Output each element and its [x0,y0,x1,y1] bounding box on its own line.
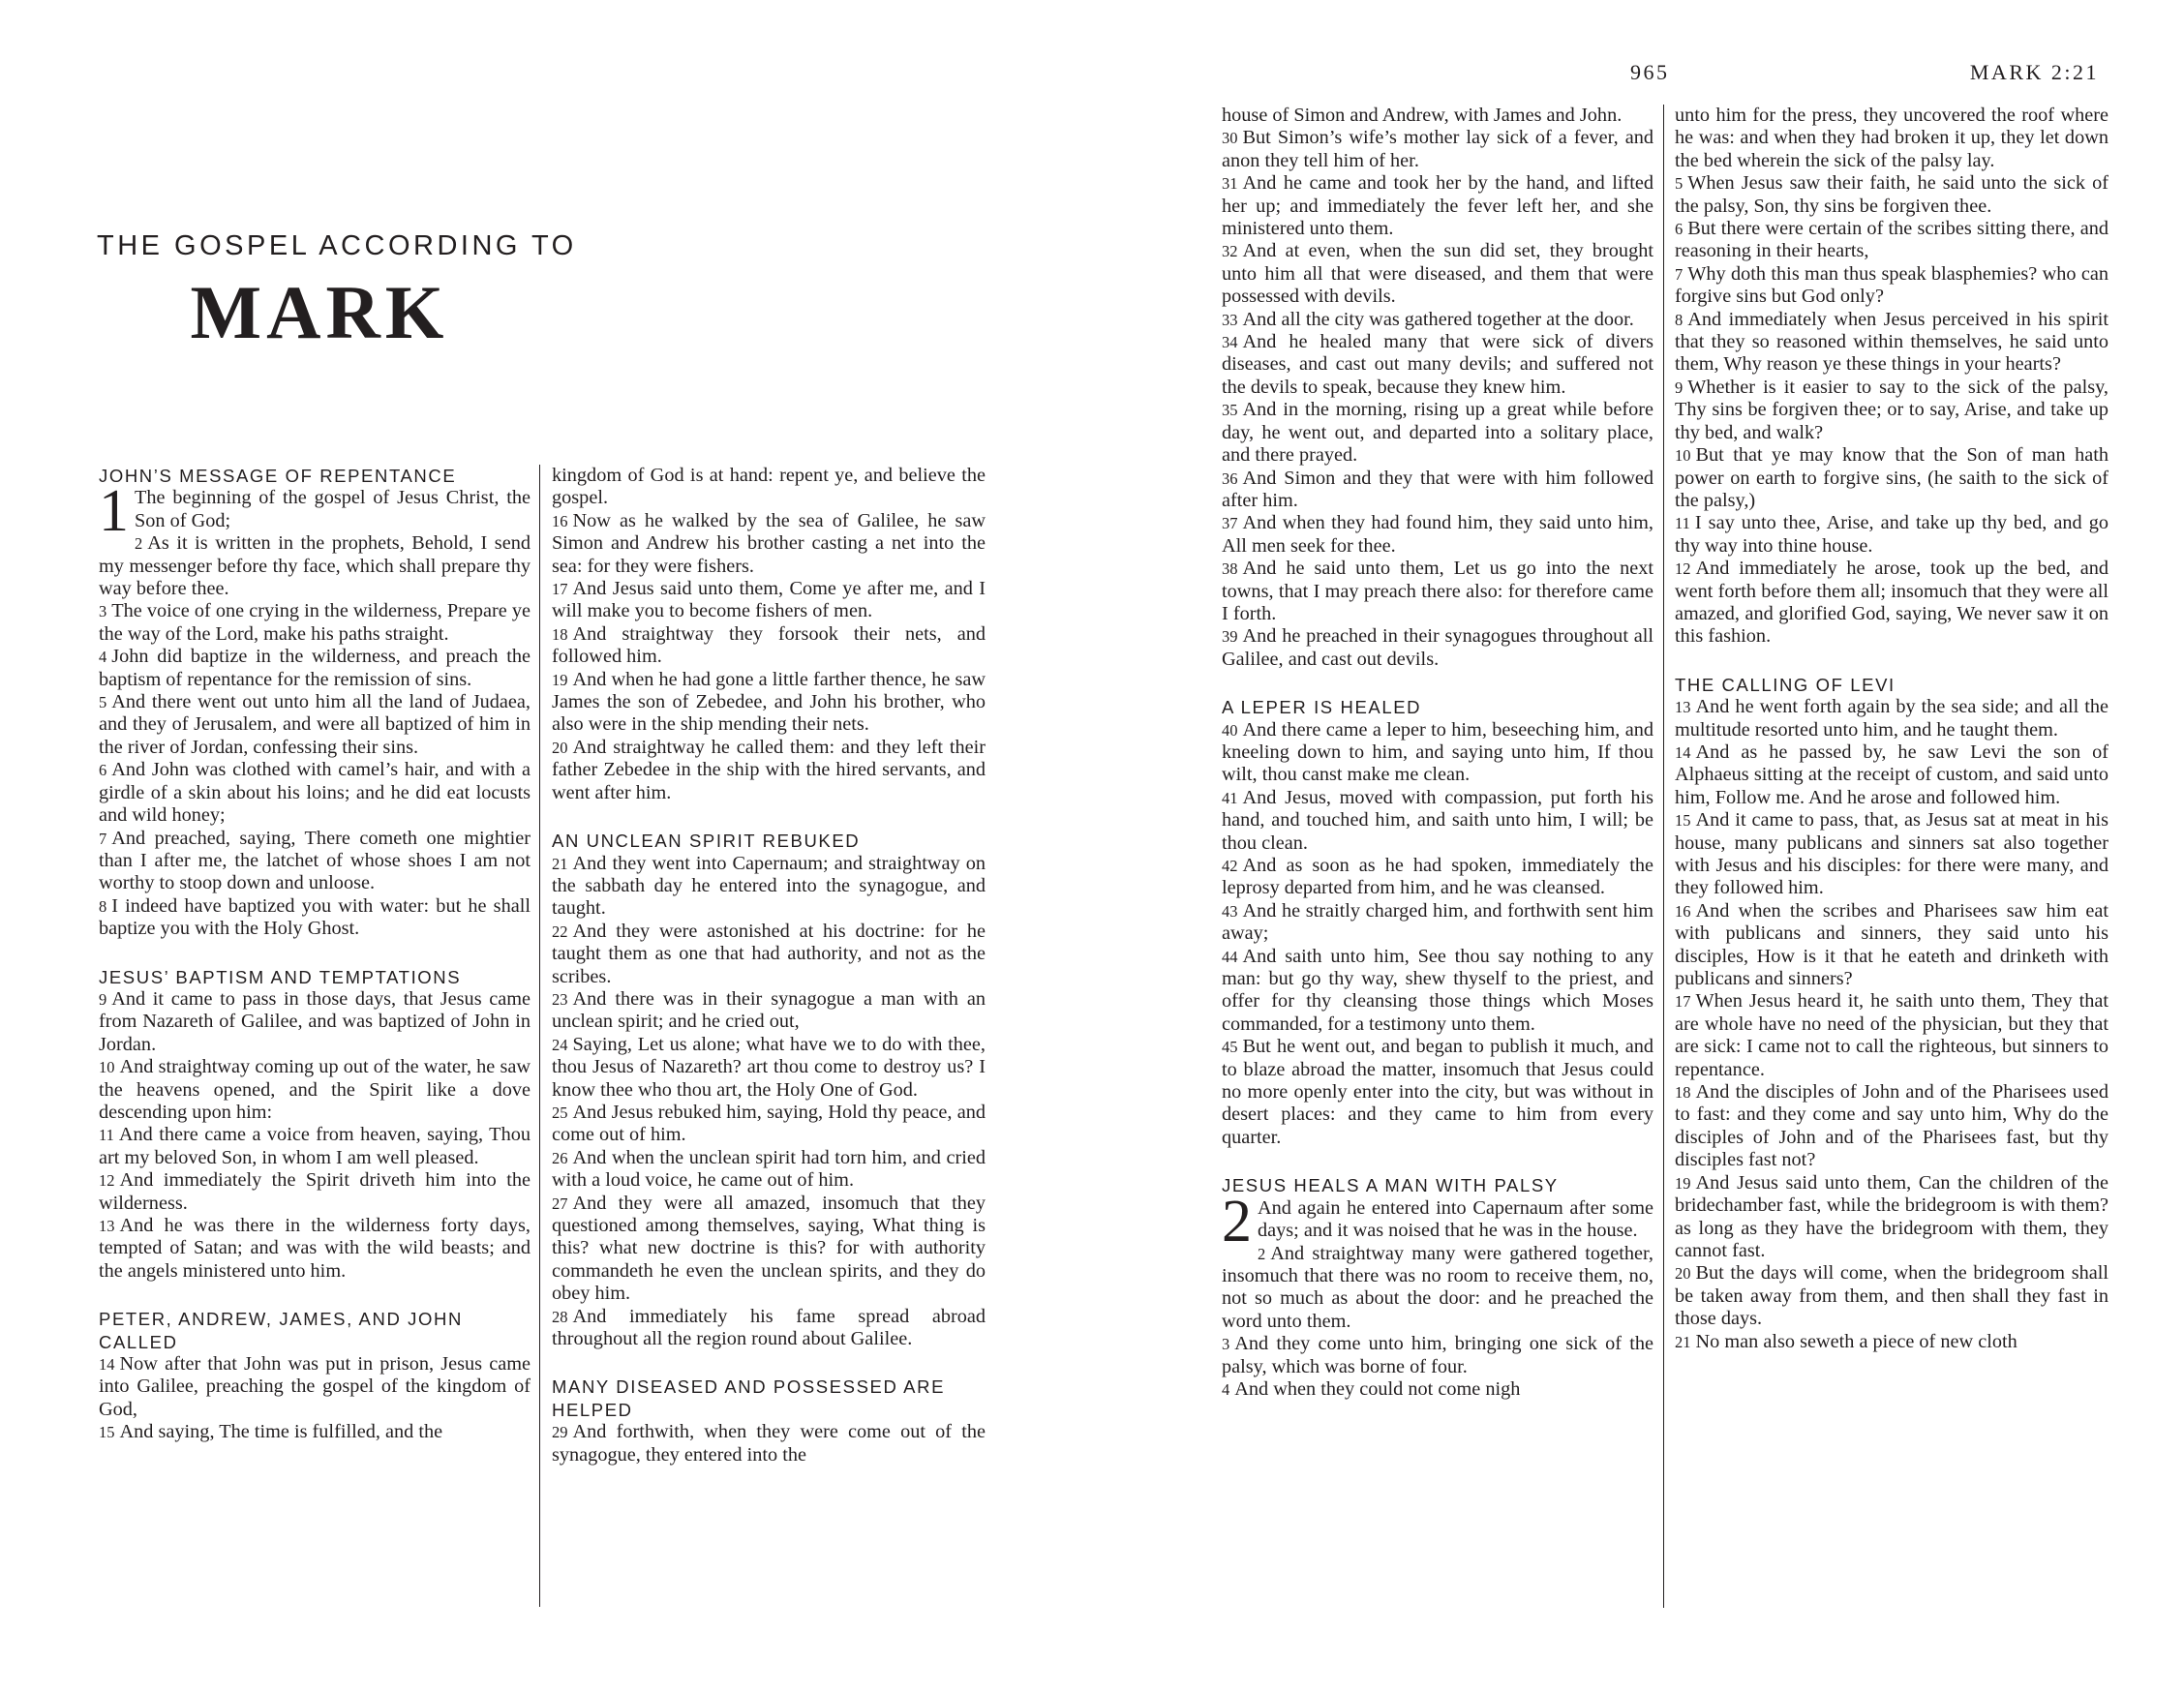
verse-text: And Jesus said unto them, Come ye after me, and I will make you to become fishers of men. [552,578,986,622]
verse-text: When Jesus saw their faith, he said unto the sick of the palsy, Son, thy sins be forgiven thee. [1675,172,2108,217]
verse-text: And immediately his fame spread abroad throughout all the region round about Galilee. [552,1305,986,1350]
verse [99,600,531,646]
verse [552,1421,986,1466]
verse-text: And there came a voice from heaven, saying, Thou art my beloved Son, in whom I am well pleased. [99,1124,531,1168]
verse-text: And preached, saying, There cometh one mightier than I after me, the latchet of whose shoes I am not worthy to stoop down and unloose. [99,827,531,894]
verse-text: And immediately the Spirit driveth him into the wilderness. [99,1169,531,1214]
verse-text: And he preached in their synagogues throughout all Galilee, and cast out devils. [1222,625,1653,670]
verse [1222,1378,1653,1401]
verse [1222,309,1653,331]
verse-text: As it is written in the prophets, Behold, I send my messenger before thy face, which shall prepare thy way before thee. [99,532,531,600]
verse-number: 10 [99,1058,115,1077]
verse [552,988,986,1034]
verse-text: And he straitly charged him, and forthwith sent him away; [1222,899,1653,945]
continued-verse-text: unto him for the press, they uncovered the roof where he was: and when they had broken it up, they let down the bed wherein the sick of the palsy lay. [1675,105,2108,171]
verse [552,1306,986,1351]
verse-number: 37 [1222,514,1238,533]
verse-text: And he was there in the wilderness forty days, tempted of Satan; and was with the wild beasts; and the angels ministered unto him. [99,1215,531,1282]
text-column-1 [99,465,531,1607]
verse-text: And when the scribes and Pharisees saw him eat with publicans and sinners, they said unto his disciples, How is it that he eateth and drinketh with publicans and sinners? [1675,899,2108,990]
verse-text: And in the morning, rising up a great while before day, he went out, and departed into a solitary place, and there prayed. [1222,399,1653,467]
verse [1675,263,2108,309]
verse-number: 20 [552,738,568,757]
verse-text: And saying, The time is fulfilled, and the [119,1421,443,1443]
verse-number: 27 [552,1194,568,1213]
verse-text: And straightway many were gathered together, insomuch that there was no room to receive them, no, not so much as about the door: and he preached the word unto them. [1222,1242,1653,1332]
verse-number: 44 [1222,947,1238,966]
verse-text: And the disciples of John and of the Pharisees used to fast: and they come and say unto him, Why do the disciples of John and of the Pharisees fast, but thy disciples fast not? [1675,1081,2108,1171]
verse [1675,558,2108,649]
chapter-number: 1 [99,478,129,545]
verse-text: But the days will come, when the bridegroom shall be taken away from them, and then shall they fast in those days. [1675,1262,2108,1330]
verse-number: 9 [99,989,107,1009]
verse-text: And he came and took her by the hand, and lifted her up; and immediately the fever left her, and she ministered unto them. [1222,172,1653,240]
verse [99,1353,531,1421]
verse-number: 13 [99,1217,115,1235]
section-heading: MANY DISEASED AND POSSESSED ARE HELPED [552,1376,946,1420]
verse-number: 38 [1222,559,1238,579]
verse [1222,1333,1653,1378]
verse-number: 16 [1675,901,1691,921]
verse-number: 45 [1222,1038,1238,1057]
verse-number: 8 [1675,310,1684,329]
verse-text: But Simon’s wife’s mother lay sick of a fever, and anon they tell him of her. [1222,127,1653,171]
verse-number: 3 [99,602,107,621]
verse [552,1193,986,1306]
verse-number: 6 [1675,220,1684,239]
verse-text: Now after that John was put in prison, Jesus came into Galilee, preaching the gospel of the kingdom of God, [99,1353,531,1420]
verse-number: 7 [99,829,107,848]
verse-text: And they were astonished at his doctrine: for he taught them as one that had authority, and not as the scribes. [552,920,986,987]
verse [1222,512,1653,558]
verse [552,853,986,921]
verse [99,759,531,827]
verse [1675,512,2108,558]
verse [552,1034,986,1102]
verse-text: And straightway they forsook their nets, and followed him. [552,622,986,668]
book-title-prefix: THE GOSPEL ACCORDING TO [97,230,577,261]
verse [1222,625,1653,671]
verse-text: And there was in their synagogue a man with an unclean spirit; and he cried out, [552,987,986,1033]
verse-number: 41 [1222,788,1238,807]
verse [1222,719,1653,787]
verse-number: 26 [552,1148,568,1167]
verse-text: Whether is it easier to say to the sick of the palsy, Thy sins be forgiven thee; or to say, Arise, and take up thy bed, and walk? [1675,376,2108,443]
verse-text: And he healed many that were sick of divers diseases, and cast out many devils; and suffered not the devils to speak, because they knew him. [1222,331,1653,398]
verse [99,1215,531,1283]
verse-text: And as soon as he had spoken, immediately the leprosy departed from him, and he was cleansed. [1222,855,1653,899]
verse-number: 4 [99,648,107,667]
verse [99,1124,531,1169]
verse-text: And again he entered into Capernaum after some days; and it was noised that he was in the house. [1258,1196,1653,1242]
verse-number: 17 [552,580,568,599]
verse-text: And straightway he called them: and they left their father Zebedee in the ship with the hired servants, and went after him. [552,736,986,803]
verse-number: 30 [1222,129,1238,148]
book-title: MARK [190,270,449,354]
verse-number: 33 [1222,310,1238,329]
verse [1222,399,1653,467]
verse [1675,309,2108,377]
verse-number: 18 [552,624,568,644]
verse [552,921,986,988]
verse [1222,1036,1653,1149]
verse-text: And straightway coming up out of the water, he saw the heavens opened, and the Spirit like a dove descending upon him: [99,1056,531,1123]
column-rule-right-page [1663,105,1664,1608]
verse-text: But there were certain of the scribes sitting there, and reasoning in their hearts, [1675,218,2108,262]
verse-text: And he said unto them, Let us go into the next towns, that I may preach there also: for therefore came I forth. [1222,558,1653,624]
verse [99,1169,531,1215]
verse-number: 13 [1675,698,1691,717]
verse [1675,696,2108,741]
verse [1675,1172,2108,1263]
verse-number: 12 [99,1171,115,1191]
verse [552,578,986,623]
verse-number: 19 [1675,1173,1691,1193]
verse-text: And there came a leper to him, beseeching him, and kneeling down to him, and saying unto him, If thou wilt, thou canst make me clean. [1222,718,1653,786]
verse-text: And they come unto him, bringing one sick of the palsy, which was borne of four. [1222,1333,1653,1377]
verse-text: And Jesus said unto them, Can the children of the bridechamber fast, while the bridegroom is with them? as long as they have the bridegroom with them, they cannot fast. [1675,1171,2108,1261]
verse [1222,946,1653,1037]
continued-verse-text: house of Simon and Andrew, with James and John. [1222,105,1623,126]
verse [99,1056,531,1124]
verse-text: Now as he walked by the sea of Galilee, he saw Simon and Andrew his brother casting a net into the sea: for they were fishers. [552,509,986,577]
verse [1675,218,2108,263]
verse [1222,127,1653,172]
continued-verse-text: kingdom of God is at hand: repent ye, and believe the gospel. [552,465,986,509]
verse-number: 25 [552,1103,568,1122]
verse [1675,990,2108,1081]
verse-number: 9 [1675,378,1684,397]
text-column-3 [1222,105,1653,1608]
verse-number: 3 [1222,1335,1230,1354]
chapter-opening-verse [99,478,531,545]
verse [1675,172,2108,218]
verse-number: 21 [552,854,568,873]
verse-number: 28 [552,1307,568,1326]
verse-text: And forthwith, when they were come out of the synagogue, they entered into the [552,1421,986,1466]
verse-number: 14 [99,1355,115,1375]
verse-text: And they went into Capernaum; and straightway on the sabbath day he entered into the synagogue, and taught. [552,852,986,920]
verse-number: 21 [1675,1332,1691,1351]
right-page [1092,0,2184,1693]
verse-text: I say unto thee, Arise, and take up thy bed, and go thy way into thine house. [1675,512,2108,557]
verse-number: 36 [1222,469,1238,488]
verse [99,691,531,759]
verse [1222,558,1653,625]
verse [1222,900,1653,946]
verse [1222,240,1653,308]
section-heading: PETER, ANDREW, JAMES, AND JOHN CALLED [99,1309,463,1352]
section-heading: JOHN’S MESSAGE OF REPENTANCE [99,466,457,486]
verse-number: 29 [552,1423,568,1442]
verse [99,646,531,691]
verse-text: No man also seweth a piece of new cloth [1695,1330,2017,1352]
verse-text: The beginning of the gospel of Jesus Christ, the Son of God; [135,487,531,531]
verse-text: And when he had gone a little farther thence, he saw James the son of Zebedee, and John his brother, who also were in the ship mending their nets. [552,668,986,736]
verse-text: And when the unclean spirit had torn him, and cried with a loud voice, he came out of him. [552,1146,986,1192]
verse-number: 23 [552,989,568,1009]
verse-number: 4 [1222,1379,1230,1399]
verse-number: 2 [1258,1244,1266,1263]
verse-text: And as he passed by, he saw Levi the son of Alphaeus sitting at the receipt of custom, and said unto him, Follow me. And he arose and followed him. [1675,741,2108,808]
verse-number: 35 [1222,401,1238,420]
verse [1675,741,2108,809]
verse [1222,331,1653,399]
verse-number: 6 [99,761,107,780]
verse-text: Why doth this man thus speak blasphemies? who can forgive sins but God only? [1675,262,2108,308]
verse-text: And Jesus rebuked him, saying, Hold thy peace, and come out of him. [552,1101,986,1146]
verse [99,1421,531,1443]
verse-number: 8 [99,896,107,916]
verse-number: 2 [135,534,143,554]
verse-text: And immediately he arose, took up the bed, and went forth before them all; insomuch that they were all amazed, and glorified God, saying, We never saw it on this fashion. [1675,558,2108,648]
verse-text: And at even, when the sun did set, they brought unto him all that were diseased, and them that were possessed with devils. [1222,240,1653,308]
verse [1675,377,2108,444]
verse-number: 18 [1675,1083,1691,1103]
text-column-2 [552,465,986,1607]
verse-number: 43 [1222,901,1238,921]
section-heading: JESUS HEALS A MAN WITH PALSY [1222,1175,1559,1196]
verse [1675,1331,2108,1353]
verse-text: When Jesus heard it, he saith unto them, They that are whole have no need of the physician, but they that are sick: I came not to call the righteous, but sinners to repentance. [1675,990,2108,1080]
section-heading: AN UNCLEAN SPIRIT REBUKED [552,831,861,852]
verse-text: And saith unto him, See thou say nothing to any man: but go thy way, shew thyself to the priest, and offer for thy cleansing those things which Moses commanded, for a testimony unto them. [1222,945,1653,1035]
verse-number: 20 [1675,1264,1691,1284]
verse [1222,1243,1653,1334]
verse [552,669,986,737]
verse [552,510,986,578]
verse [1222,468,1653,513]
verse-text: And when they could not come nigh [1234,1377,1521,1400]
verse-text: I indeed have baptized you with water: but he shall baptize you with the Holy Ghost. [99,894,531,940]
section-heading: JESUS’ BAPTISM AND TEMPTATIONS [99,966,462,987]
text-column-4 [1675,105,2108,1608]
verse [1222,787,1653,855]
verse [552,1147,986,1193]
verse-text: John did baptize in the wilderness, and preach the baptism of repentance for the remission of sins. [99,646,531,690]
verse-number: 5 [1675,174,1684,194]
verse [99,828,531,895]
verse-text: Saying, Let us alone; what have we to do with thee, thou Jesus of Nazareth? art thou come to destroy us? I know thee who thou art, the Holy One of God. [552,1033,986,1101]
verse-text: And he went forth again by the sea side; and all the multitude resorted unto him, and he taught them. [1675,696,2108,741]
verse [552,1102,986,1147]
verse-number: 34 [1222,333,1238,352]
verse-number: 19 [552,670,568,689]
verse-number: 15 [99,1423,115,1442]
verse [99,988,531,1056]
verse-number: 7 [1675,264,1684,284]
chapter-number: 2 [1222,1188,1252,1255]
verse [552,623,986,669]
verse-text: The voice of one crying in the wilderness, Prepare ye the way of the Lord, make his paths straight. [99,600,531,645]
verse-number: 16 [552,511,568,530]
page-number: 965 [1630,60,1670,84]
verse-number: 31 [1222,174,1238,194]
verse-number: 40 [1222,720,1238,740]
verse [1675,900,2108,991]
verse-number: 32 [1222,242,1238,261]
verse-text: And all the city was gathered together at the door. [1242,308,1634,330]
verse [1675,444,2108,512]
verse-number: 22 [552,922,568,941]
verse-text: But that ye may know that the Son of man hath power on earth to forgive sins, (he saith to the sick of the palsy,) [1675,444,2108,511]
verse [1222,855,1653,900]
verse [552,737,986,804]
verse-text: And when they had found him, they said unto him, All men seek for thee. [1222,512,1653,557]
chapter-opening-verse [1222,1188,1653,1255]
section-heading: A LEPER IS HEALED [1222,697,1422,718]
verse [99,532,531,600]
verse-number: 42 [1222,857,1238,875]
verse [1222,172,1653,240]
verse-text: And immediately when Jesus perceived in his spirit that they so reasoned within themselves, he said unto them, Why reason ye these things in your hearts? [1675,308,2108,376]
verse [1675,1262,2108,1330]
verse-number: 14 [1675,742,1691,762]
verse-number: 11 [1675,514,1690,533]
verse [99,895,531,941]
verse-number: 10 [1675,446,1691,466]
verse [1675,1081,2108,1172]
verse-number: 17 [1675,992,1691,1012]
verse-text: And they were all amazed, insomuch that they questioned among themselves, saying, What thing is this? what new doctrine is this? for with authority commandeth he even the unclean spirits, and they do obey him. [552,1192,986,1305]
verse-text: And it came to pass, that, as Jesus sat at meat in his house, many publicans and sinners sat also together with Jesus and his disciples: for there were many, and they followed him. [1675,809,2108,899]
verse-text: And Simon and they that were with him followed after him. [1222,467,1653,511]
verse-number: 11 [99,1126,114,1145]
running-head-reference: MARK 2:21 [1969,60,2099,84]
verse-number: 24 [552,1035,568,1054]
verse-number: 12 [1675,559,1691,579]
column-rule-left-page [539,465,540,1607]
verse-number: 39 [1222,627,1238,647]
verse-text: And Jesus, moved with compassion, put forth his hand, and touched him, and saith unto him, I will; be thou clean. [1222,786,1653,854]
verse-text: And John was clothed with camel’s hair, and with a girdle of a skin about his loins; and he did eat locusts and wild honey; [99,759,531,827]
verse-number: 5 [99,693,107,712]
verse-number: 15 [1675,811,1691,831]
verse-text: And there went out unto him all the land of Judaea, and they of Jerusalem, and were all baptized of him in the river of Jordan, confessing their sins. [99,691,531,758]
verse [1675,809,2108,900]
section-heading: THE CALLING OF LEVI [1675,674,1896,695]
verse-text: But he went out, and began to publish it much, and to blaze abroad the matter, insomuch that Jesus could no more openly enter into the city, but was without in desert places: and they came to him from every quarter. [1222,1036,1653,1148]
verse-text: And it came to pass in those days, that Jesus came from Nazareth of Galilee, and was baptized of John in Jordan. [99,987,531,1055]
